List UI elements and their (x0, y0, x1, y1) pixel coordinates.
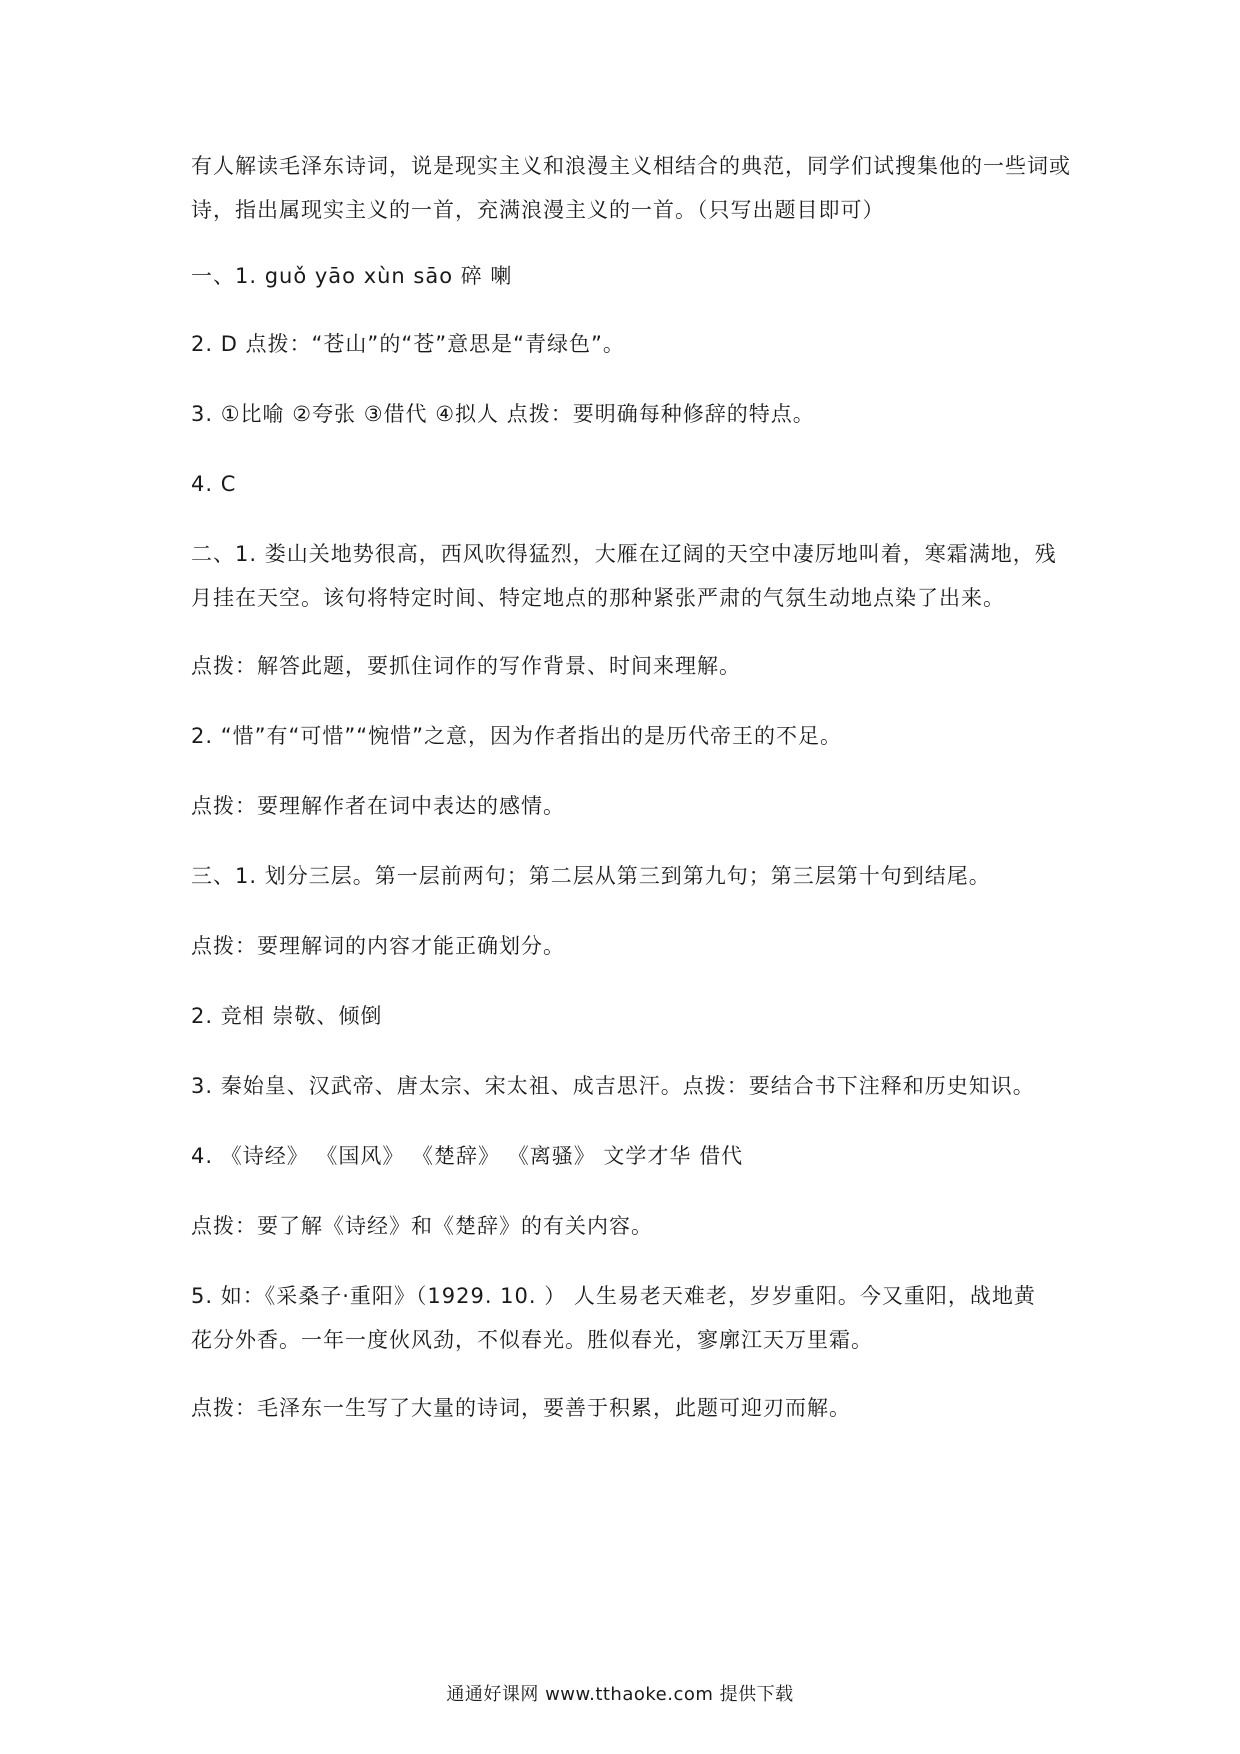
answer-2-1-line-1: 二、1. 娄山关地势很高，西风吹得猛烈，大雁在辽阔的天空中凄厉地叫着，寒霜满地，残 (191, 542, 1057, 566)
answer-3-5-line-2: 花分外香。一年一度伙风劲，不似春光。胜似春光，寥廓江天万里霜。 (191, 1328, 873, 1352)
answer-1-4: 4. C (191, 472, 237, 496)
answer-2-1-line-2: 月挂在天空。该句将特定时间、特定地点的那种紧张严肃的气氛生动地点染了出来。 (191, 586, 1005, 610)
answer-3-2: 2. 竞相 崇敬、倾倒 (191, 1004, 383, 1028)
answer-3-3: 3. 秦始皇、汉武帝、唐太宗、宋太祖、成吉思汗。点拨：要结合书下注释和历史知识。 (191, 1074, 1035, 1098)
answer-1-3: 3. ①比喻 ②夸张 ③借代 ④拟人 点拨：要明确每种修辞的特点。 (191, 402, 815, 426)
hint-3-1: 点拨：要理解词的内容才能正确划分。 (191, 934, 565, 958)
answer-3-1: 三、1. 划分三层。第一层前两句；第二层从第三到第九句；第三层第十句到结尾。 (191, 864, 991, 888)
hint-3-5: 点拨：毛泽东一生写了大量的诗词，要善于积累，此题可迎刃而解。 (191, 1396, 851, 1420)
question-line-1: 有人解读毛泽东诗词，说是现实主义和浪漫主义相结合的典范，同学们试搜集他的一些词或 (191, 154, 1071, 178)
answer-3-5-line-1: 5. 如：《采桑子·重阳》（1929. 10. ） 人生易老天难老，岁岁重阳。今又重阳，战地黄 (191, 1284, 1036, 1308)
hint-3-4: 点拨：要了解《诗经》和《楚辞》的有关内容。 (191, 1214, 653, 1238)
page-footer: 通通好课网 www.tthaoke.com 提供下载 (446, 1684, 794, 1705)
answer-1-2: 2. D 点拨：“苍山”的“苍”意思是“青绿色”。 (191, 332, 625, 356)
question-line-2: 诗，指出属现实主义的一首，充满浪漫主义的一首。（只写出题目即可） (191, 198, 885, 222)
hint-2-2: 点拨：要理解作者在词中表达的感情。 (191, 794, 565, 818)
hint-2-1: 点拨：解答此题，要抓住词作的写作背景、时间来理解。 (191, 654, 741, 678)
answer-3-4: 4. 《诗经》 《国风》 《楚辞》 《离骚》 文学才华 借代 (191, 1144, 744, 1168)
answer-1-1: 一、1. guǒ yāo xùn sāo 碎 喇 (191, 264, 513, 288)
answer-2-2: 2. “惜”有“可惜”“惋惜”之意，因为作者指出的是历代帝王的不足。 (191, 724, 842, 748)
